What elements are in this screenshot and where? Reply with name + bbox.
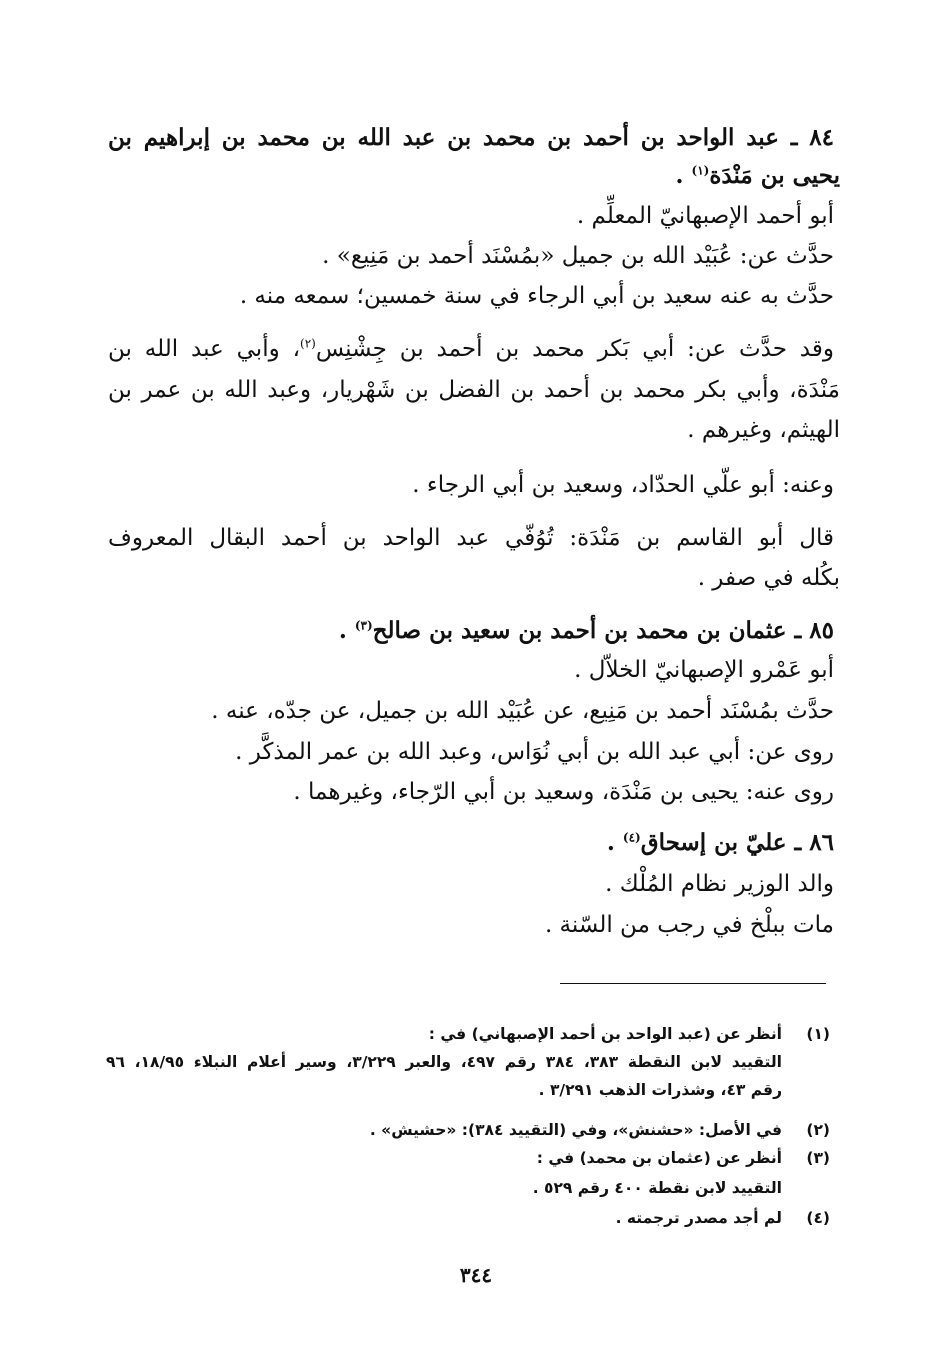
- entry-84-kunya: أبو أحمد الإصبهانيّ المعلِّم .: [576, 203, 834, 229]
- footnote-divider: [560, 983, 826, 984]
- entry-85-rawa-an: روى عن: أبي عبد الله بن أبي نُوَاس، وعبد الله بن عمر المذكَّر .: [235, 739, 834, 765]
- footnote-text: التقييد لابن النقطة ٣٨٣، ٣٨٤ رقم ٤٩٧، والعبر ٣/٢٢٩، وسير أعلام النبلاء ١٨/٩٥، ٩٦: [106, 1053, 782, 1071]
- footnote-text: التقييد لابن نقطة ٤٠٠ رقم ٥٢٩ .: [532, 1179, 782, 1197]
- entry-84-heading-line1: ٨٤ ـ عبد الواحد بن أحمد بن محمد بن عبد الله بن محمد بن إبراهيم بن: [108, 124, 834, 151]
- entry-86-mata: مات ببلْخ في رجب من السّنة .: [544, 912, 834, 938]
- footnote-text: رقم ٤٣، وشذرات الذهب ٣/٢٩١ .: [538, 1081, 782, 1099]
- footnote-ref-2[interactable]: (٢): [300, 336, 316, 351]
- entry-84-heading-end: .: [675, 162, 692, 189]
- footnote-ref-4[interactable]: (٤): [622, 830, 641, 845]
- entry-84-qala-line1: قال أبو القاسم بن مَنْدَة: تُوُفّي عبد الواحد بن أحمد البقال المعروف: [108, 525, 834, 551]
- entry-84-heading-line2: [108, 161, 840, 191]
- entry-85-heading: [108, 616, 834, 646]
- entry-86-walid: والد الوزير نظام المُلْك .: [605, 871, 834, 897]
- footnote-ref-1[interactable]: (١): [691, 163, 710, 178]
- entry-85-heading-end: .: [338, 617, 355, 644]
- entry-84-qala-line2: بكُله في صفر .: [697, 565, 840, 591]
- footnote-text: أنظر عن (عبد الواحد بن أحمد الإصبهاني) في :: [428, 1025, 782, 1043]
- entry-84-name: يحيى بن مَنْدَة: [709, 162, 840, 189]
- entry-86-heading-end: .: [606, 829, 623, 856]
- footnote-text: في الأصل: «حشنش»، وفي (التقييد ٣٨٤): «حشيش» .: [369, 1121, 782, 1139]
- entry-84-qad-line2: مَنْدَة، وأبي بكر محمد بن أحمد بن الفضل بن شَهْريار، وعبد الله بن عمر بن: [108, 377, 840, 403]
- entry-84-qad-text-a: وقد حدَّث عن: أبي بَكر محمد بن أحمد بن جِشْنِس: [315, 336, 834, 362]
- footnote-ref-3[interactable]: (٣): [354, 618, 373, 633]
- entry-84-qad-line1: [108, 334, 834, 364]
- entry-85-haddath: حدَّث بمُسْنَد أحمد بن مَنِيع، عن عُبَيْد الله بن جميل، عن جدّه، عنه .: [211, 698, 834, 724]
- entry-85-kunya: أبو عَمْرو الإصبهانيّ الخلاّل .: [574, 657, 834, 683]
- entry-84-haddath: حدَّث عن: عُبَيْد الله بن جميل «بمُسْنَد أحمد بن مَنِيع» .: [322, 243, 834, 269]
- entry-84-wa-anhu: وعنه: أبو علّي الحدّاد، وسعيد بن أبي الرجاء .: [412, 472, 834, 498]
- footnote-number: (٣): [806, 1149, 830, 1167]
- entry-84-qad-text-b: ، وأبي عبد الله بن: [108, 336, 301, 362]
- footnote-text: أنظر عن (عثمان بن محمد) في :: [536, 1149, 782, 1167]
- entry-86-title: ٨٦ ـ عليّ بن إسحاق: [640, 829, 834, 856]
- entry-85-rawa-anhu: روى عنه: يحيى بن مَنْدَة، وسعيد بن أبي الرّجاء، وغيرهما .: [293, 779, 834, 805]
- entry-84-qad-line3: الهيثم، وغيرهم .: [687, 417, 840, 443]
- entry-86-heading: [108, 828, 834, 858]
- footnote-text: لم أجد مصدر ترجمته .: [615, 1209, 782, 1227]
- page-number: ٣٤٤: [459, 1263, 493, 1287]
- entry-84-sami: حدَّث به عنه سعيد بن أبي الرجاء في سنة خمسين؛ سمعه منه .: [239, 283, 834, 309]
- footnote-number: (٤): [806, 1209, 830, 1227]
- entry-85-title: ٨٥ ـ عثمان بن محمد بن أحمد بن سعيد بن صالح: [372, 617, 834, 644]
- footnote-number: (٢): [806, 1121, 830, 1139]
- footnote-number: (١): [806, 1025, 830, 1043]
